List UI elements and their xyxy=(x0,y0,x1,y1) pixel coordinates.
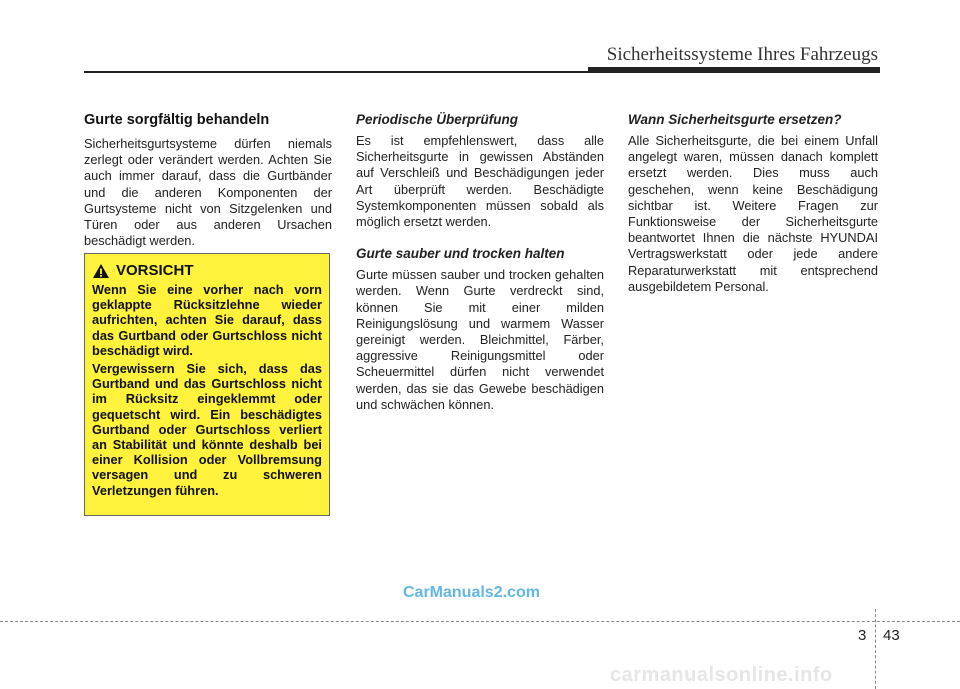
watermark-link[interactable]: CarManuals2.com xyxy=(403,584,540,601)
caution-paragraph-1: Wenn Sie eine vorher nach vorn geklappte Rücksitzlehne wieder aufrichten, achten Sie darauf, dass das Gurtband oder Gurtschloss nicht beschädigt wird. xyxy=(92,282,322,358)
footer-rule xyxy=(0,621,960,622)
header-rule-thick xyxy=(588,67,880,73)
warning-triangle-icon xyxy=(92,263,110,279)
caution-header xyxy=(92,262,322,279)
column-3 xyxy=(628,112,878,295)
footer-divider xyxy=(875,609,876,689)
caution-title: VORSICHT xyxy=(116,262,194,279)
section-heading-care: Gurte sorgfältig behandeln xyxy=(84,112,270,128)
section-text-inspection: Es ist empfehlenswert, dass alle Sicherheitsgurte in gewissen Abständen auf Verschleiß und Beschädigungen jeder Art überprüft werden. Beschädigte Systemkomponenten müssen sobald als möglich ersetzt werden. xyxy=(356,133,604,230)
page-number: 43 xyxy=(883,627,900,644)
caution-paragraph-2: Vergewissern Sie sich, dass das Gurtband und das Gurtschloss nicht im Rücksitz eingeklemmt oder gequetscht wird. Ein beschädigtes Gurtband oder Gurtschloss verliert an Stabilität und könnte deshalb bei einer Kollision oder Vollbremsung versagen und zu schweren Verletzungen führen. xyxy=(92,361,322,498)
section-text-replace: Alle Sicherheitsgurte, die bei einem Unfall angelegt waren, müssen danach komplett ersetzt werden. Dies muss auch geschehen, wenn keine Beschädigung sichtbar ist. Weitere Fragen zur Funktionsweise der Sicherheitsgurte beantwortet Ihnen die nächste HYUNDAI Vertragswerkstatt oder jede andere Reparaturwerkstatt mit entsprechend ausgebildetem Personal. xyxy=(628,133,878,294)
section-heading-cleaning: Gurte sauber und trocken halten xyxy=(356,246,565,262)
section-heading-replace: Wann Sicherheitsgurte ersetzen? xyxy=(628,112,842,127)
header-rule-thin xyxy=(84,71,594,73)
caution-box xyxy=(84,253,330,516)
watermark-bottom: carmanualsonline.info xyxy=(610,664,833,686)
header-title: Sicherheitssysteme Ihres Fahrzeugs xyxy=(606,44,878,65)
column-2 xyxy=(356,112,604,413)
section-heading-inspection: Periodische Überprüfung xyxy=(356,112,519,127)
section-text-care: Sicherheitsgurtsysteme dürfen niemals zerlegt oder verändert werden. Achten Sie auch immer darauf, dass die Gurtbänder und die anderen Komponenten der Gurtsysteme nicht von Sitzgelenken und Türen oder aus anderen Ursachen beschädigt werden. xyxy=(84,136,332,249)
chapter-number: 3 xyxy=(858,627,867,644)
section-text-cleaning: Gurte müssen sauber und trocken gehalten werden. Wenn Gurte verdreckt sind, können Sie mit einer milden Reinigungslösung und warmem Wasser gereinigt werden. Bleichmittel, Färber, aggressive Reinigungsmittel oder Scheuermittel dürfen nicht verwendet werden, das sie das Gewebe beschädigen und schwächen können. xyxy=(356,267,604,412)
column-1 xyxy=(84,112,332,249)
